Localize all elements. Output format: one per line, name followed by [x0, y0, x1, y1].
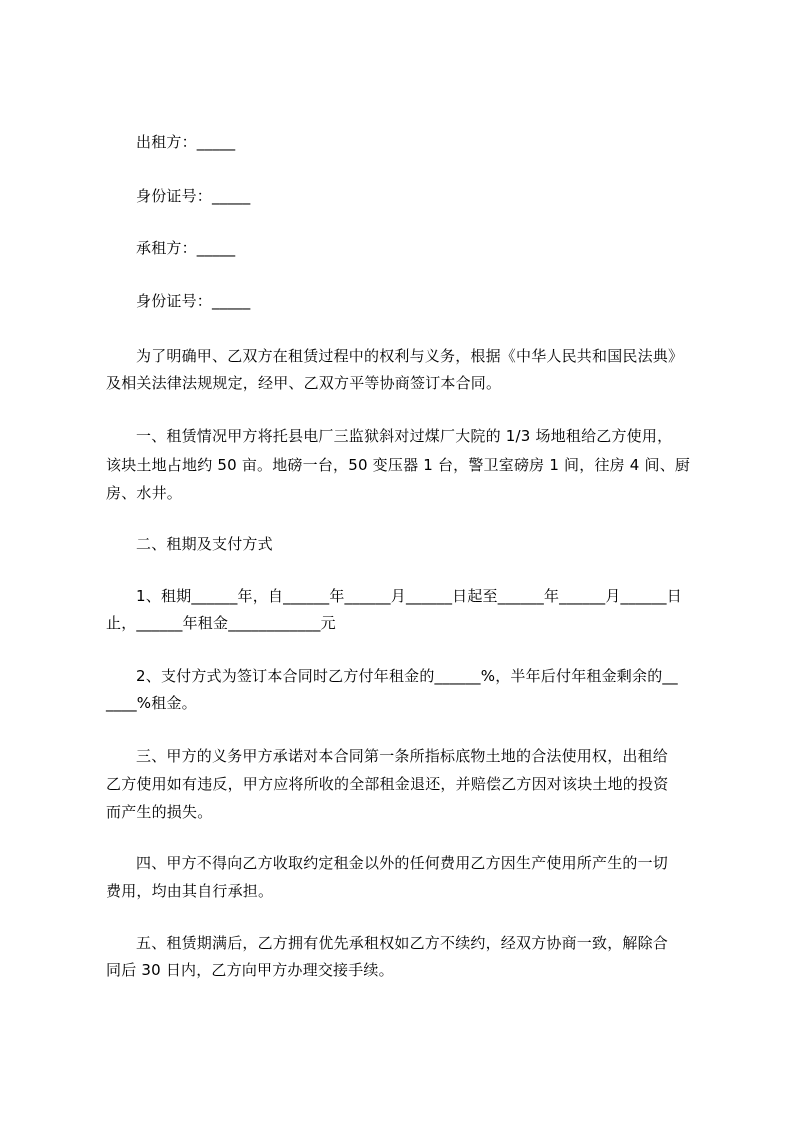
clause5-line: 同后 30 日内，乙方向甲方办理交接手续。	[106, 961, 394, 979]
lessee-line: 承租方：_____	[136, 239, 236, 257]
clause5-line: 五、租赁期满后，乙方拥有优先承租权如乙方不续约，经双方协商一致，解除合	[136, 934, 669, 952]
lessee-id-line: 身份证号：_____	[136, 292, 251, 310]
clause4-line: 费用，均由其自行承担。	[106, 882, 274, 900]
clause2-2-line: 2、支付方式为签订本合同时乙方付年租金的______%，半年后付年租金剩余的__	[136, 667, 678, 685]
clause1-line: 一、租赁情况甲方将托县电厂三监狱斜对过煤厂大院的 1/3 场地租给乙方使用，	[136, 427, 673, 445]
clause2-2-line: ____%租金。	[106, 694, 197, 712]
clause2-1-line: 1、租期______年，自______年______月______日起至______年______月______日	[136, 587, 682, 605]
clause1-line: 该块土地占地约 50 亩。地磅一台，50 变压器 1 台，警卫室磅房 1 间，往房 4 间、厨	[106, 456, 691, 474]
lessor-id-line: 身份证号：_____	[136, 187, 251, 205]
clause1-line: 房、水井。	[106, 484, 183, 502]
clause4-line: 四、甲方不得向乙方收取约定租金以外的任何费用乙方因生产使用所产生的一切	[136, 854, 669, 872]
preamble-line: 为了明确甲、乙双方在租赁过程中的权利与义务，根据《中华人民共和国民法典》	[136, 347, 684, 365]
clause3-line: 乙方使用如有违反，甲方应将所收的全部租金退还，并赔偿乙方因对该块土地的投资	[106, 775, 669, 793]
clause3-line: 三、甲方的义务甲方承诺对本合同第一条所指标底物土地的合法使用权，出租给	[136, 747, 669, 765]
preamble-line: 及相关法律法规规定，经甲、乙双方平等协商签订本合同。	[106, 374, 502, 392]
clause2-title: 二、租期及支付方式	[136, 535, 273, 553]
lessor-line: 出租方：_____	[136, 133, 236, 151]
clause3-line: 而产生的损失。	[106, 803, 213, 821]
clause2-1-line: 止，______年租金____________元	[106, 614, 336, 632]
